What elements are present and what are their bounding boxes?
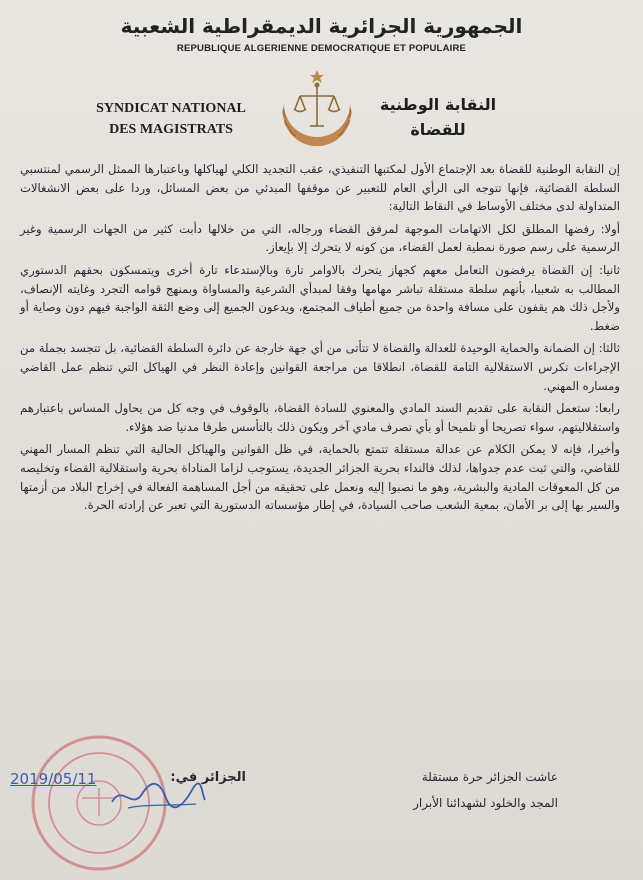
paragraph-fourth: رابعا: ستعمل النقابة على تقديم السند المادي والمعنوي للسادة القضاة، بالوقوف في وجه كل من يحاول المساس باعتبارهم واستقلاليتهم، سواء تصريحا أو تلميحا أو بأي تصرف مادي آخر ويكون ذلك بالتأسس طرفا مدنيا ضد هؤلاء. — [20, 401, 620, 434]
paragraph-first: أولا: رفضها المطلق لكل الاتهامات الموجهة لمرفق القضاء ورجاله، التي من خلالها دأبت كثير من الجهات الرسمية وغير الرسمية على رسم صورة نمطية لعمل القضاء، من كونه لا يتحرك إلا بإيعاز. — [20, 221, 620, 255]
closing-slogans — [290, 764, 558, 816]
republic-title-french: REPUBLIQUE ALGERIENNE DEMOCRATIQUE ET POPULAIRE — [176, 43, 467, 54]
union-name-arabic-line2: للقضاة — [410, 120, 466, 139]
paragraph-second: ثانيا: إن القضاة يرفضون التعامل معهم كجهاز يتحرك بالاوامر تارة وبالإستدعاء تارة أخرى ويتمسكون بحقهم الدستوري المطالب به شعبيا، بأنهم سلطة مستقلة تباشر مهامها وفقا لمبدأي الشرعية والمساواة وبمنهج قوامه التجرد وغايته الإنصاف، ولأجل ذلك هم يقفون على مسافة واحدة من جميع أطياف المجتمع، ويدعون الجميع إلى وضع الثقة الواجبة فيهم دون وصاية أو ضغط. — [20, 262, 620, 333]
document-date: 2019/05/11 — [10, 770, 97, 788]
statement-body — [20, 160, 620, 519]
union-name-french — [86, 98, 256, 140]
place-label: الجزائر في: — [170, 770, 246, 785]
paragraph-third: ثالثا: إن الضمانة والحماية الوحيدة للعدالة والقضاة لا تتأتى من أي جهة خارجة عن دائرة السلطة القضائية، بل تتجسد بجملة من الإجراءات تكرس الاستقلالية التامة للقضاة، انطلاقا من مراجعة القوانين وإعادة النظر في الهياكل التي تنظم عمل القاضي ومساره المهني. — [20, 341, 620, 393]
union-name-french-line1: SYNDICAT NATIONAL — [96, 101, 246, 116]
union-name-french-line2: DES MAGISTRATS — [109, 122, 233, 137]
union-name-arabic — [372, 92, 504, 142]
union-name-arabic-line1: النقابة الوطنية — [379, 95, 497, 114]
paragraph-final: وأخيرا، فإنه لا يمكن الكلام عن عدالة مستقلة تتمتع بالحماية، في ظل القوانين والهياكل الحالية التي تنظم المسار المهني للقاضي، والتي ثبت عدم جدواها، لذلك فالنداء بحرية الجزائر الجديدة، يستوجب لزاما المناداة بحرية واستقلالية القضاء وتخليصه من كل المعوقات المادية والبشرية، وهو ما نصبوا إليه ونعمل على تحقيقه من أجل المساهمة الفعالة في إخراج البلاد من أزمتها والسير بها إلى بر الأمان، بمعية الشعب صاحب السيادة، في إطار مؤسساته الدستورية التي تعبر عن إرادته الحرة. — [20, 442, 620, 513]
paragraph-intro: إن النقابة الوطنية للقضاة بعد الإجتماع الأول لمكتبها التنفيذي، عقب التجديد الكلي لهياكلها وباعتبارها الممثل الرسمي لمنتسبي السلطة القضائية، فإنها تتوجه الى الرأي العام للتعبير عن موقفها المبدئي من بعض المسائل، وردا على بعض الانشغالات المتداولة لدى مختلف الأوساط في النقاط التالية: — [20, 162, 620, 214]
closing-line-2: المجد والخلود لشهدائنا الأبرار — [413, 796, 558, 810]
handwritten-signature-icon — [108, 776, 208, 816]
scales-crescent-emblem-icon — [270, 66, 364, 160]
republic-title-arabic: الجمهورية الجزائرية الديمقراطية الشعبية — [120, 14, 523, 38]
closing-line-1: عاشت الجزائر حرة مستقلة — [421, 770, 558, 784]
